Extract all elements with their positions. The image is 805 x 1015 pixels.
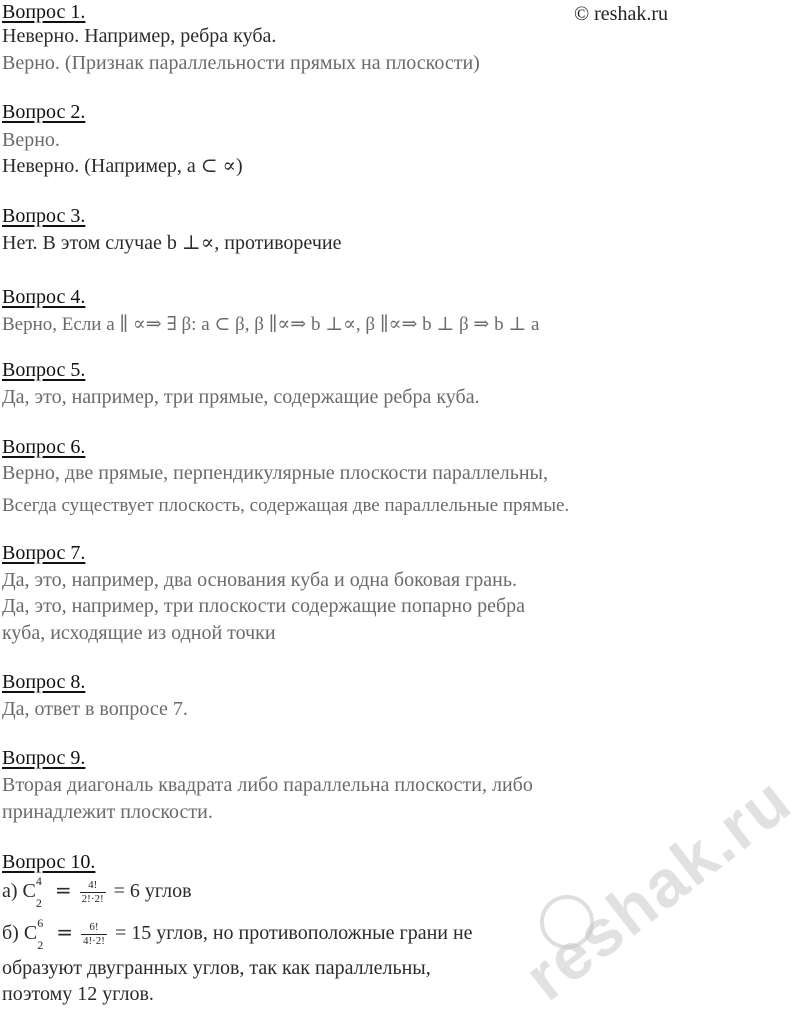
question-10-part-b: б) C 6 2 = $\frac{6!}{4!\cdot 2!}$ = 15 углов, но противоположные грани не xyxy=(2,916,473,952)
question-2-title: Вопрос 2. xyxy=(2,101,86,123)
question-9-title: Вопрос 9. xyxy=(2,747,86,769)
question-7-answer-3: куба, исходящие из одной точки xyxy=(2,622,276,644)
question-5-title: Вопрос 5. xyxy=(2,359,86,381)
question-8-answer-1: Да, ответ в вопросе 7. xyxy=(2,698,188,720)
q10-a-sub: 2 xyxy=(35,896,42,910)
question-10-part-a: а) C 4 2 = $\frac{4!}{2!\cdot 2!}$ = 6 углов xyxy=(2,874,192,910)
q10-b-numerator: 6! xyxy=(81,921,107,935)
question-10-answer-4: поэтому 12 углов. xyxy=(2,983,154,1005)
q10-b-denominator: 4!·2! xyxy=(82,934,105,947)
question-2-answer-2: Неверно. (Например, a ⊂ ∝) xyxy=(2,155,243,177)
question-1-answer-1: Неверно. Например, ребра куба. xyxy=(2,25,277,47)
q10-b-sub: 2 xyxy=(37,938,44,952)
question-7-answer-2: Да, это, например, три плоскости содержащие попарно ребра xyxy=(2,595,526,617)
question-6-answer-2: Всегда существует плоскость, содержащая две параллельные прямые. xyxy=(2,495,570,516)
question-6-title: Вопрос 6. xyxy=(2,436,86,458)
question-4-title: Вопрос 4. xyxy=(2,286,86,308)
question-10-title: Вопрос 10. xyxy=(2,851,96,873)
question-10-answer-3: образуют двугранных углов, так как параллельны, xyxy=(2,957,431,979)
site-watermark: © reshak.ru xyxy=(573,3,668,25)
question-7-title: Вопрос 7. xyxy=(2,542,86,564)
question-1-title: Вопрос 1. xyxy=(2,1,86,23)
question-6-answer-1: Верно, две прямые, перпендикулярные плоскости параллельны, xyxy=(2,462,548,484)
question-3-answer-1: Нет. В этом случае b ⊥∝, противоречие xyxy=(2,232,342,254)
q10-b-prefix: б) C xyxy=(2,922,38,944)
q10-a-fraction xyxy=(80,879,106,906)
question-5-answer-1: Да, это, например, три прямые, содержащие ребра куба. xyxy=(2,386,480,408)
q10-b-fraction xyxy=(81,921,107,948)
q10-a-sup: 4 xyxy=(35,874,42,888)
question-1-answer-2: Верно. (Признак параллельности прямых на плоскости) xyxy=(2,52,480,74)
q10-a-result: = 6 углов xyxy=(113,880,192,902)
question-8-title: Вопрос 8. xyxy=(2,671,86,693)
q10-a-denominator: 2!·2! xyxy=(81,892,104,905)
question-7-answer-1: Да, это, например, два основания куба и одна боковая грань. xyxy=(2,569,517,591)
background-watermark: reshak.ru xyxy=(510,761,805,1015)
question-2-answer-1: Верно. xyxy=(2,129,60,151)
question-4-answer-1: Верно, Если a ∥ ∝⇒ ∃ β: a ⊂ β, β ∥∝⇒ b ⊥∝, β ∥∝⇒ b ⊥ β ⇒ b ⊥ a xyxy=(2,314,540,335)
copyright-circle-icon xyxy=(540,895,594,949)
question-9-answer-1: Вторая диагональ квадрата либо параллельна плоскости, либо xyxy=(2,774,533,796)
question-3-title: Вопрос 3. xyxy=(2,205,86,227)
q10-a-numerator: 4! xyxy=(80,879,106,893)
question-9-answer-2: принадлежит плоскости. xyxy=(2,801,213,823)
q10-b-result: = 15 углов, но противоположные грани не xyxy=(114,922,473,944)
q10-b-sup: 6 xyxy=(37,916,44,930)
q10-a-prefix: а) C xyxy=(2,880,36,902)
